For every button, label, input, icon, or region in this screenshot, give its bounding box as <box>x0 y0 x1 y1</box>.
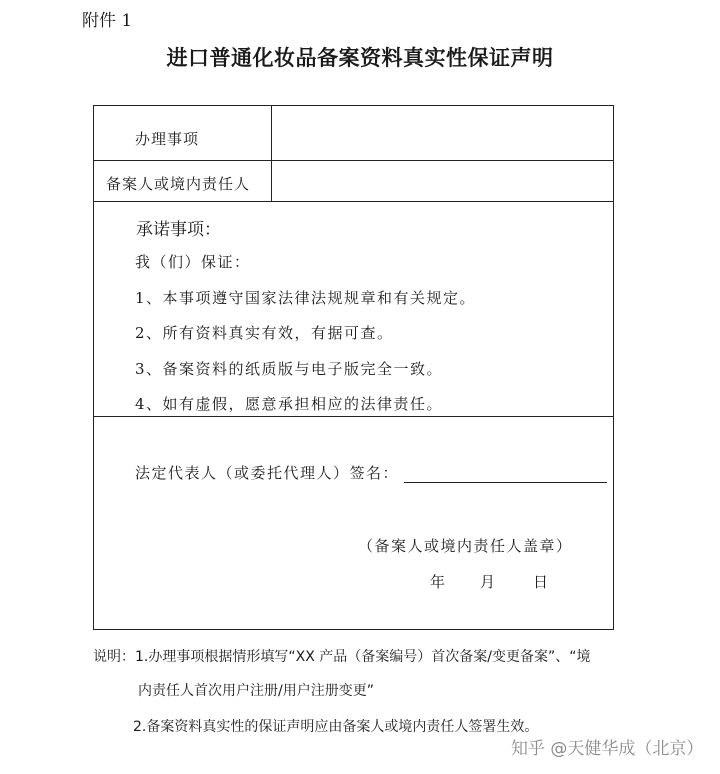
signature-line[interactable] <box>404 482 607 483</box>
handling-matter-label: 办理事项 <box>135 130 200 148</box>
note-line-2: 内责任人首次用户注册/用户注册变更” <box>138 683 374 699</box>
note-line-1: 说明：1.办理事项根据情形填写“XX 产品（备案编号）首次备案/变更备案”、“境 <box>93 649 591 665</box>
filer-label: 备案人或境内责任人 <box>106 175 251 193</box>
date-day-label: 日 <box>533 573 550 591</box>
date-month-label: 月 <box>480 573 497 591</box>
column-divider <box>271 106 272 201</box>
pledge-intro: 我（们）保证： <box>135 253 251 271</box>
section-divider <box>94 416 613 417</box>
pledge-item: 3、备案资料的纸质版与电子版完全一致。 <box>135 360 444 378</box>
signature-label: 法定代表人（或委托代理人）签名： <box>135 464 400 482</box>
handling-matter-field[interactable] <box>284 128 604 148</box>
row-divider <box>94 160 613 161</box>
watermark: 知乎 @天健华成（北京） <box>511 739 704 759</box>
date-year-label: 年 <box>430 573 447 591</box>
pledge-item: 4、如有虚假，愿意承担相应的法律责任。 <box>135 395 444 413</box>
pledge-item: 1、本事项遵守国家法律法规规章和有关规定。 <box>135 289 477 307</box>
seal-note: （备案人或境内责任人盖章） <box>358 537 573 555</box>
pledge-heading: 承诺事项： <box>136 220 221 240</box>
filer-field[interactable] <box>284 173 604 193</box>
pledge-item: 2、所有资料真实有效，有据可查。 <box>135 324 394 342</box>
document-title: 进口普通化妆品备案资料真实性保证声明 <box>166 45 554 70</box>
row-divider <box>94 201 613 202</box>
note-line-3: 2.备案资料真实性的保证声明应由备案人或境内责任人签署生效。 <box>133 719 539 735</box>
attachment-label: 附件 1 <box>82 11 133 31</box>
